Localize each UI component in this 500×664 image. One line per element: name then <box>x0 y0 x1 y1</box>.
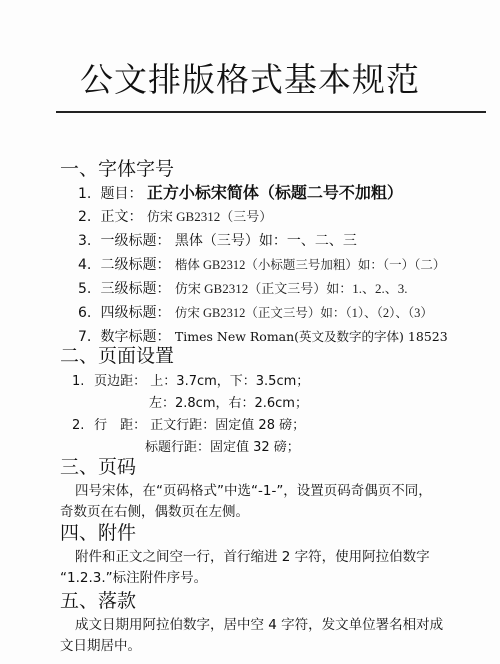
item-number: 3. <box>78 233 92 249</box>
item-number: 1. <box>72 374 85 389</box>
font-item-title <box>78 183 403 204</box>
item-number: 7. <box>78 329 92 345</box>
item-label: 页边距： <box>94 374 147 389</box>
font-item-level3 <box>78 279 407 299</box>
item-number: 6. <box>78 305 92 321</box>
item-value: 仿宋 GB2312（正文三号）如：（1）、（2）、（3） <box>174 306 433 320</box>
section-heading-page-number: 三、页码 <box>60 456 137 478</box>
attachment-text-line-1: 附件和正文之间空一行，首行缩进 2 字符，使用阿拉伯数字 <box>75 549 430 565</box>
section-heading-signature: 五、落款 <box>60 590 137 612</box>
item-label: 题目： <box>100 186 143 202</box>
signature-text-line-2: 文日期居中。 <box>60 638 141 654</box>
item-value: 黑体（三号）如：一、二、三 <box>174 233 357 249</box>
item-label: 行 距： <box>94 418 147 433</box>
item-value: 标题行距：固定值 32 磅； <box>145 440 300 455</box>
item-value: 左：2.8cm，右：2.6cm； <box>149 396 308 411</box>
font-item-level2 <box>78 255 445 275</box>
font-item-level1 <box>78 231 357 251</box>
signature-text-line-1: 成文日期用阿拉伯数字，居中空 4 字符，发文单位署名相对成 <box>75 617 444 633</box>
title-underline <box>56 111 486 113</box>
item-value: 正方小标宋简体（标题二号不加粗） <box>146 183 403 202</box>
item-number: 2. <box>72 418 85 433</box>
item-value: 正文行距：固定值 28 磅； <box>150 418 306 433</box>
page-number-text-line-2: 奇数页在右侧，偶数页在左侧。 <box>60 504 249 520</box>
font-item-level4 <box>78 303 433 323</box>
line-spacing-body <box>72 416 305 436</box>
font-item-body <box>78 207 272 227</box>
item-number: 2. <box>78 209 92 225</box>
item-label: 四级标题： <box>100 305 171 321</box>
section-heading-fonts: 一、字体字号 <box>60 158 175 180</box>
item-value: Times New Roman(英文及数字的字体) 18523 <box>174 329 448 344</box>
item-label: 数字标题： <box>100 329 171 345</box>
section-heading-page-setup: 二、页面设置 <box>60 345 175 367</box>
item-label: 一级标题： <box>100 233 171 249</box>
page-number-text-line-1: 四号宋体，在“页码格式”中选“-1-”，设置页码奇偶页不同， <box>75 483 432 499</box>
item-value: 楷体 GB2312（小标题三号加粗）如：（一）（二） <box>174 258 446 272</box>
item-number: 1. <box>78 186 92 202</box>
item-number: 4. <box>78 257 92 273</box>
item-value: 仿宋 GB2312（正文三号）如：1.、2.、3. <box>174 281 408 296</box>
item-label: 三级标题： <box>100 281 171 297</box>
line-spacing-title <box>145 438 300 458</box>
item-label: 二级标题： <box>100 257 171 273</box>
section-heading-attachment: 四、附件 <box>60 522 137 544</box>
item-number: 5. <box>78 281 92 297</box>
item-value: 仿宋 GB2312（三号） <box>146 209 273 224</box>
document-title: 公文排版格式基本规范 <box>80 60 420 99</box>
page-margin-left-right <box>149 394 308 414</box>
page-margin-top-bottom <box>72 372 309 392</box>
attachment-text-line-2: “1.2.3.”标注附件序号。 <box>60 570 208 586</box>
item-label: 正文： <box>100 209 143 225</box>
item-value: 上：3.7cm，下：3.5cm； <box>150 374 310 389</box>
